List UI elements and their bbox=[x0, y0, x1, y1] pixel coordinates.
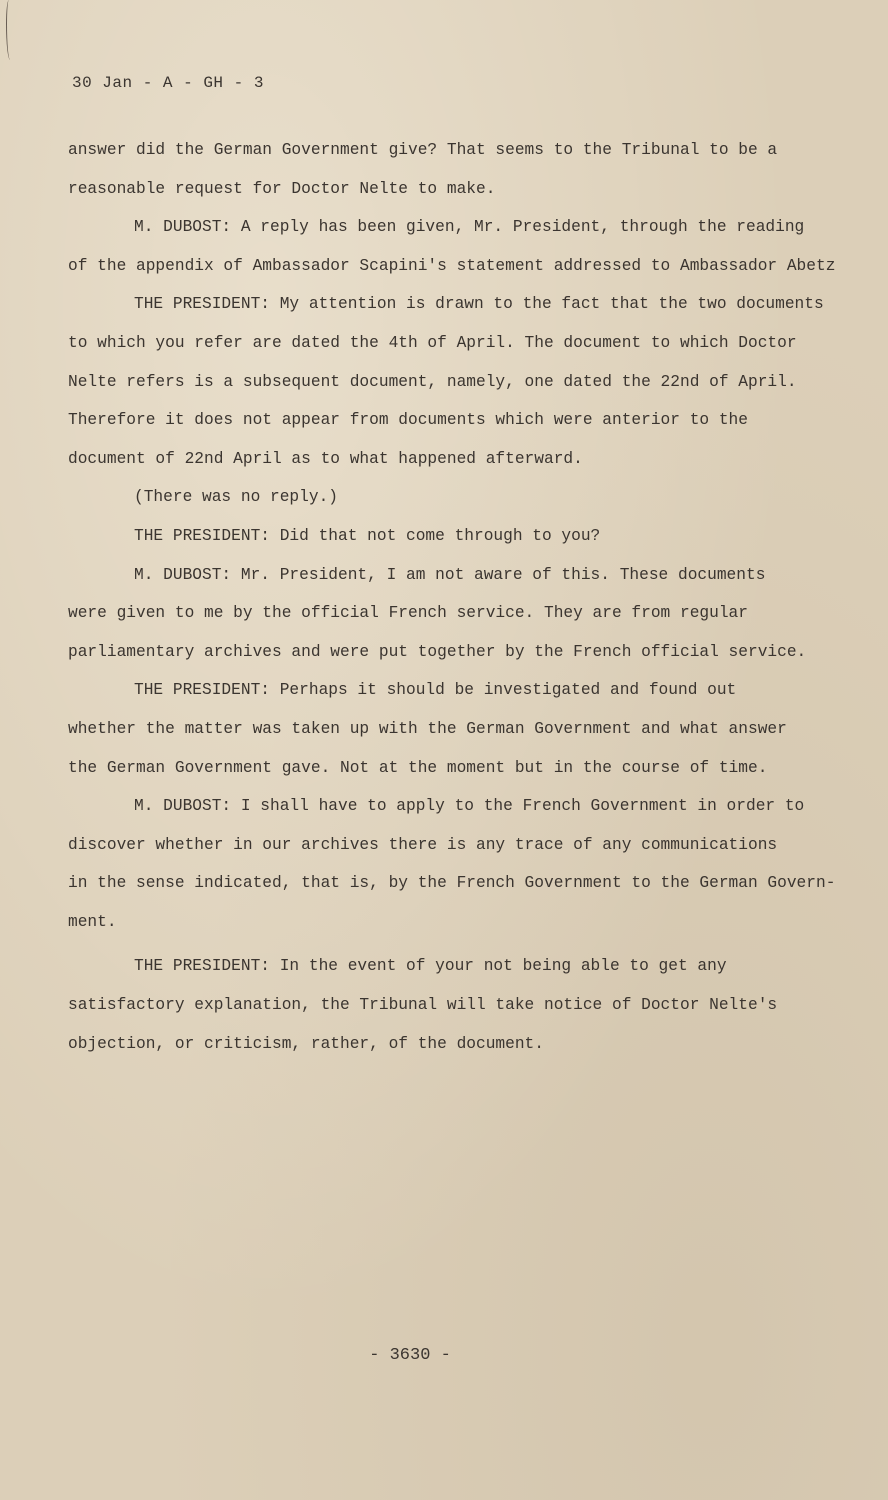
text-line: in the sense indicated, that is, by the French Government to the German Govern- bbox=[68, 874, 836, 893]
text-line: discover whether in our archives there is any trace of any communications bbox=[68, 835, 778, 854]
stage-direction: (There was no reply.) bbox=[134, 488, 338, 507]
margin-pen-mark bbox=[6, 0, 13, 60]
text-line: whether the matter was taken up with the German Government and what answer bbox=[68, 719, 787, 738]
text-line: Therefore it does not appear from documents which were anterior to the bbox=[68, 411, 748, 430]
speaker-line-president: THE PRESIDENT: My attention is drawn to the fact that the two documents bbox=[134, 295, 824, 314]
text-line: Nelte refers is a subsequent document, namely, one dated the 22nd of April. bbox=[68, 372, 797, 391]
text-line: parliamentary archives and were put together by the French official service. bbox=[68, 642, 807, 661]
speaker-line-dubost: M. DUBOST: I shall have to apply to the French Government in order to bbox=[134, 797, 805, 816]
text-line: satisfactory explanation, the Tribunal will take notice of Doctor Nelte's bbox=[68, 996, 778, 1015]
speaker-line-dubost: M. DUBOST: Mr. President, I am not aware of this. These documents bbox=[134, 565, 766, 584]
text-line: to which you refer are dated the 4th of April. The document to which Doctor bbox=[68, 333, 797, 352]
transcript-body bbox=[68, 131, 838, 1063]
text-line: objection, or criticism, rather, of the document. bbox=[68, 1034, 544, 1053]
speaker-line-president: THE PRESIDENT: Did that not come through to you? bbox=[134, 526, 601, 545]
speaker-line-dubost: M. DUBOST: A reply has been given, Mr. President, through the reading bbox=[134, 218, 805, 237]
document-reference: 30 Jan - A - GH - 3 bbox=[72, 74, 264, 92]
text-line: answer did the German Government give? That seems to the Tribunal to be a bbox=[68, 141, 778, 159]
text-line: of the appendix of Ambassador Scapini's statement addressed to Ambassador Abetz bbox=[68, 256, 836, 275]
text-line: were given to me by the official French service. They are from regular bbox=[68, 604, 748, 623]
page-number: - 3630 - bbox=[369, 1346, 451, 1365]
text-line: the German Government gave. Not at the moment but in the course of time. bbox=[68, 758, 768, 777]
text-line: reasonable request for Doctor Nelte to make. bbox=[68, 179, 496, 198]
text-line: document of 22nd April as to what happened afterward. bbox=[68, 449, 583, 468]
text-line: ment. bbox=[68, 912, 117, 931]
speaker-line-president: THE PRESIDENT: Perhaps it should be investigated and found out bbox=[134, 681, 737, 700]
speaker-line-president: THE PRESIDENT: In the event of your not being able to get any bbox=[134, 957, 727, 976]
